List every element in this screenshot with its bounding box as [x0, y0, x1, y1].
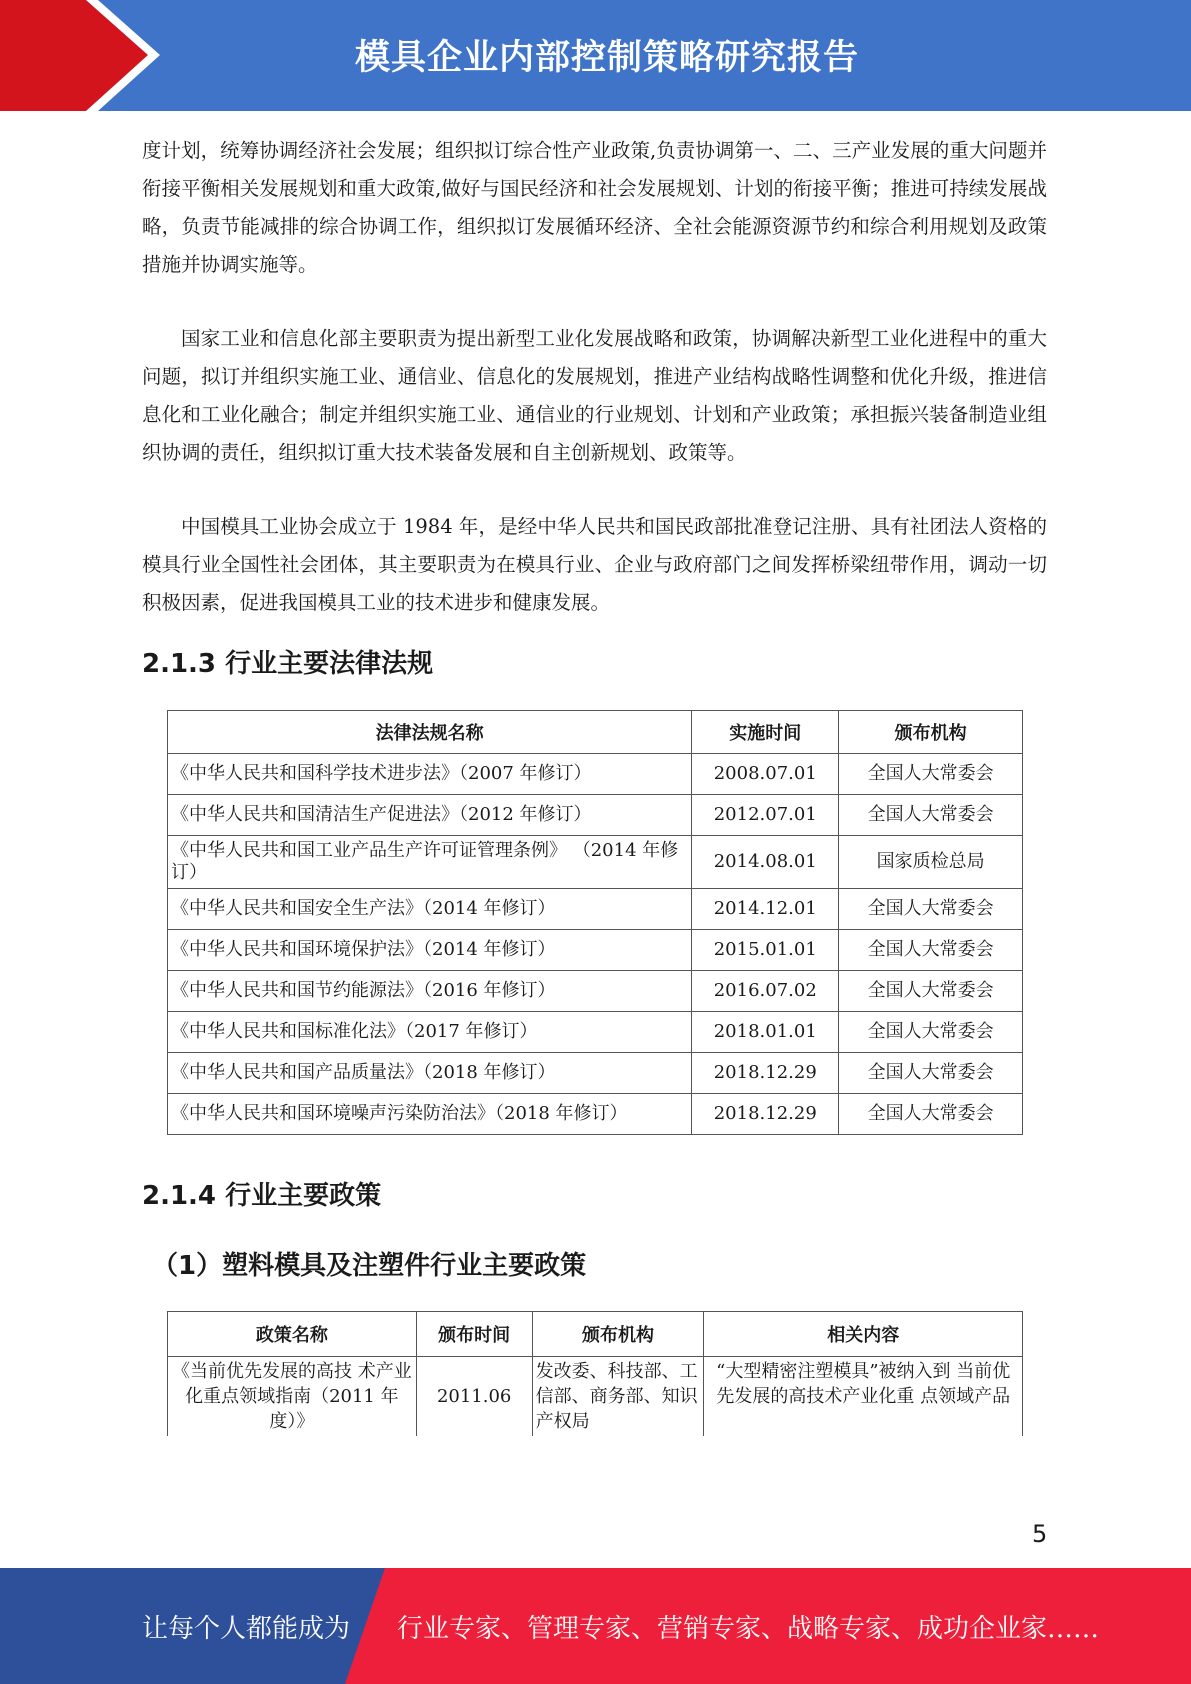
table-row — [168, 836, 1023, 889]
footer-slogan-left: 让每个人都能成为 — [142, 1614, 351, 1644]
law-name: 《中华人民共和国安全生产法》（2014 年修订） — [168, 889, 692, 930]
effective-date: 2014.12.01 — [692, 889, 839, 930]
table-row — [168, 795, 1023, 836]
effective-date: 2014.08.01 — [692, 836, 839, 889]
footer-slogan-right: 行业专家、管理专家、营销专家、战略专家、成功企业家…… — [397, 1614, 1100, 1644]
effective-date: 2018.12.29 — [692, 1053, 839, 1094]
law-name: 《中华人民共和国产品质量法》（2018 年修订） — [168, 1053, 692, 1094]
table-row — [168, 1094, 1023, 1135]
column-header: 颁布时间 — [416, 1312, 532, 1357]
column-header: 颁布机构 — [532, 1312, 704, 1357]
section-heading-2-1-3: 2.1.3 行业主要法律法规 — [142, 649, 434, 679]
issuing-body: 全国人大常委会 — [839, 889, 1023, 930]
law-name: 《中华人民共和国清洁生产促进法》（2012 年修订） — [168, 795, 692, 836]
law-name: 《中华人民共和国节约能源法》（2016 年修订） — [168, 971, 692, 1012]
law-name: 《中华人民共和国标准化法》（2017 年修订） — [168, 1012, 692, 1053]
policy-date: 2011.06 — [416, 1357, 532, 1437]
law-name: 《中华人民共和国科学技术进步法》（2007 年修订） — [168, 754, 692, 795]
policy-content: “大型精密注塑模具”被纳入到 当前优先发展的高技术产业化重 点领域产品 — [704, 1357, 1023, 1437]
page-number: 5 — [1032, 1520, 1048, 1548]
effective-date: 2012.07.01 — [692, 795, 839, 836]
table-row — [168, 754, 1023, 795]
section-heading-2-1-4: 2.1.4 行业主要政策 — [142, 1181, 382, 1211]
column-header: 政策名称 — [168, 1312, 417, 1357]
page-footer — [0, 1568, 1191, 1684]
paragraph-1: 度计划，统筹协调经济社会发展；组织拟订综合性产业政策,负责协调第一、二、三产业发展的重大问题并衔接平衡相关发展规划和重大政策,做好与国民经济和社会发展规划、计划的衔接平衡；推进可持续发展战略，负责节能减排的综合协调工作，组织拟订发展循环经济、全社会能源资源节约和综合利用规划及政策措施并协调实施等。 — [142, 139, 1047, 276]
policy-name: 《当前优先发展的高技 术产业化重点领域指南（2011 年度）》 — [168, 1357, 417, 1437]
effective-date: 2018.01.01 — [692, 1012, 839, 1053]
effective-date: 2008.07.01 — [692, 754, 839, 795]
table-row — [168, 1053, 1023, 1094]
table-row — [168, 971, 1023, 1012]
paragraph-2: 国家工业和信息化部主要职责为提出新型工业化发展战略和政策，协调解决新型工业化进程中的重大问题，拟订并组织实施工业、通信业、信息化的发展规划，推进产业结构战略性调整和优化升级，推进信息化和工业化融合；制定并组织实施工业、通信业的行业规划、计划和产业政策；承担振兴装备制造业组织协调的责任，组织拟订重大技术装备发展和自主创新规划、政策等。 — [142, 327, 1047, 464]
column-header: 实施时间 — [692, 711, 839, 754]
subsection-heading-plastic-mold: （1）塑料模具及注塑件行业主要政策 — [152, 1251, 587, 1281]
table-header-row — [168, 711, 1023, 754]
issuing-body: 全国人大常委会 — [839, 754, 1023, 795]
law-name: 《中华人民共和国工业产品生产许可证管理条例》 （2014 年修订） — [168, 836, 692, 889]
laws-table — [167, 710, 1023, 1135]
law-name: 《中华人民共和国环境保护法》（2014 年修订） — [168, 930, 692, 971]
header-title: 模具企业内部控制策略研究报告 — [355, 38, 860, 78]
table-row — [168, 1357, 1023, 1437]
page-header — [0, 0, 1191, 111]
effective-date: 2016.07.02 — [692, 971, 839, 1012]
paragraph-3: 中国模具工业协会成立于 1984 年，是经中华人民共和国民政部批准登记注册、具有社团法人资格的模具行业全国性社会团体，其主要职责为在模具行业、企业与政府部门之间发挥桥梁纽带作用，调动一切积极因素，促进我国模具工业的技术进步和健康发展。 — [142, 515, 1047, 614]
law-name: 《中华人民共和国环境噪声污染防治法》（2018 年修订） — [168, 1094, 692, 1135]
issuing-body: 全国人大常委会 — [839, 1012, 1023, 1053]
table-header-row — [168, 1312, 1023, 1357]
policy-table — [167, 1311, 1023, 1436]
table-row — [168, 1012, 1023, 1053]
issuing-body: 全国人大常委会 — [839, 971, 1023, 1012]
issuing-body: 全国人大常委会 — [839, 1053, 1023, 1094]
effective-date: 2018.12.29 — [692, 1094, 839, 1135]
issuing-body: 国家质检总局 — [839, 836, 1023, 889]
effective-date: 2015.01.01 — [692, 930, 839, 971]
header-red-chevron — [0, 0, 148, 111]
issuing-body: 全国人大常委会 — [839, 930, 1023, 971]
body-text — [142, 132, 1047, 622]
policy-issuer: 发改委、科技部、工信部、商务部、知识产权局 — [532, 1357, 704, 1437]
column-header: 颁布机构 — [839, 711, 1023, 754]
issuing-body: 全国人大常委会 — [839, 795, 1023, 836]
issuing-body: 全国人大常委会 — [839, 1094, 1023, 1135]
column-header: 相关内容 — [704, 1312, 1023, 1357]
table-row — [168, 889, 1023, 930]
column-header: 法律法规名称 — [168, 711, 692, 754]
table-row — [168, 930, 1023, 971]
